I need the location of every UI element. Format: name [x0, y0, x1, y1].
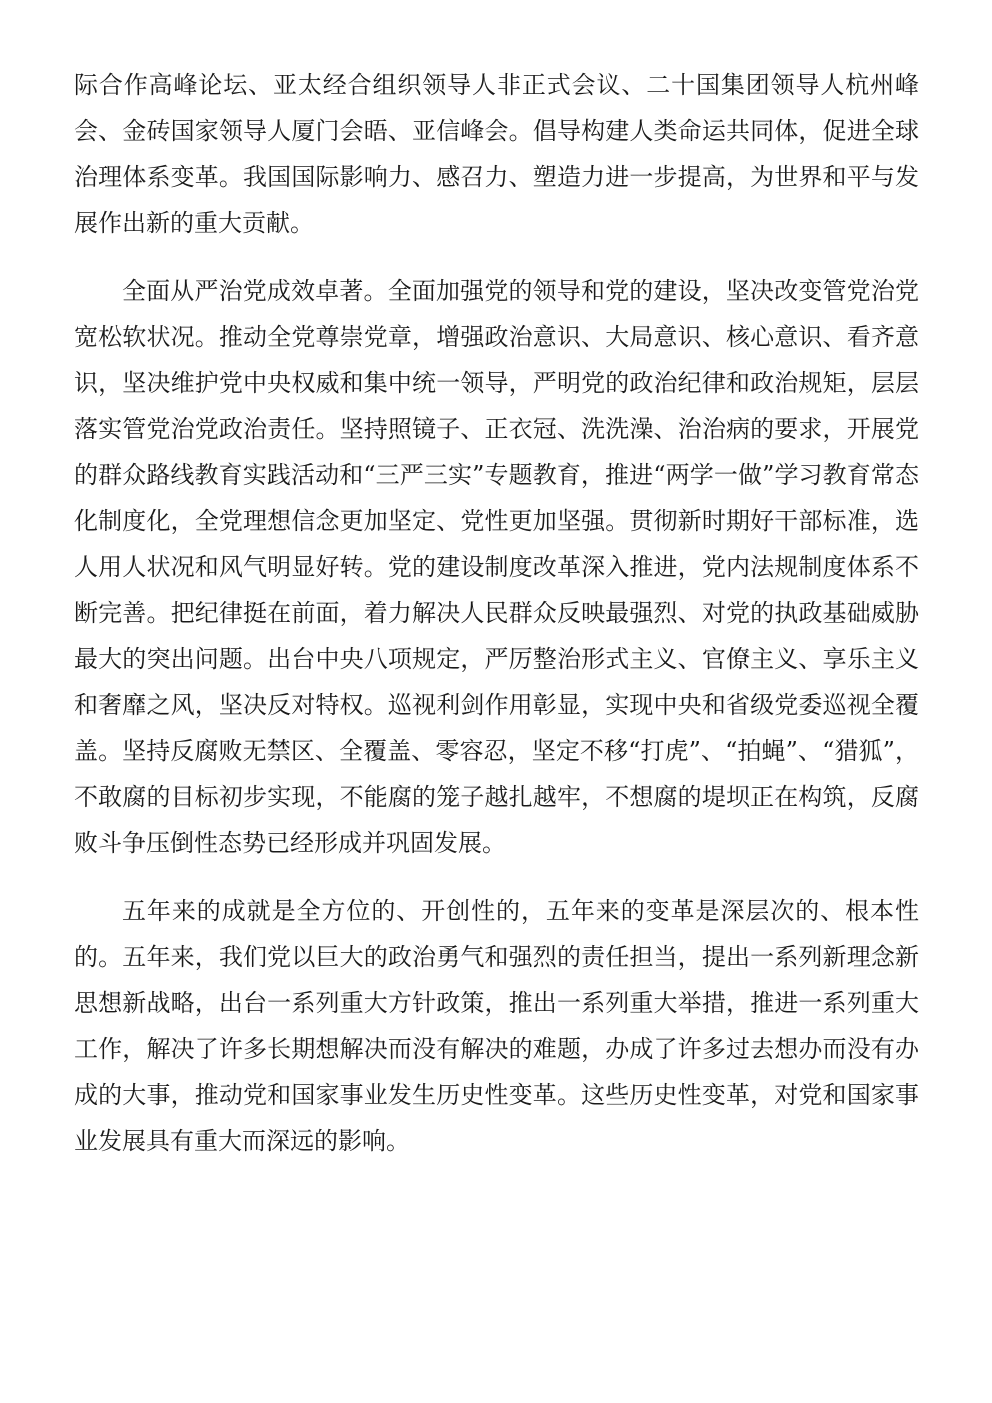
- paragraph-five-year-summary: 五年来的成就是全方位的、开创性的，五年来的变革是深层次的、根本性的。五年来，我们党以巨大的政治勇气和强烈的责任担当，提出一系列新理念新思想新战略，出台一系列重大方针政策，推出一系列重大举措，推进一系列重大工作，解决了许多长期想解决而没有解决的难题，办成了许多过去想办而没有办成的大事，推动党和国家事业发生历史性变革。这些历史性变革，对党和国家事业发展具有重大而深远的影响。: [74, 897, 919, 1155]
- paragraph-party-governance: 全面从严治党成效卓著。全面加强党的领导和党的建设，坚决改变管党治党宽松软状况。推动全党尊崇党章，增强政治意识、大局意识、核心意识、看齐意识，坚决维护党中央权威和集中统一领导，严明党的政治纪律和政治规矩，层层落实管党治党政治责任。坚持照镜子、正衣冠、洗洗澡、治治病的要求，开展党的群众路线教育实践活动和“三严三实”专题教育，推进“两学一做”学习教育常态化制度化，全党理想信念更加坚定、党性更加坚强。贯彻新时期好干部标准，选人用人状况和风气明显好转。党的建设制度改革深入推进，党内法规制度体系不断完善。把纪律挺在前面，着力解决人民群众反映最强烈、对党的执政基础威胁最大的突出问题。出台中央八项规定，严厉整治形式主义、官僚主义、享乐主义和奢靡之风，坚决反对特权。巡视利剑作用彰显，实现中央和省级党委巡视全覆盖。坚持反腐败无禁区、全覆盖、零容忍，坚定不移“打虎”、“拍蝇”、“猎狐”，不敢腐的目标初步实现，不能腐的笼子越扎越牢，不想腐的堤坝正在构筑，反腐败斗争压倒性态势已经形成并巩固发展。: [74, 277, 919, 857]
- paragraph-continuation: 际合作高峰论坛、亚太经合组织领导人非正式会议、二十国集团领导人杭州峰会、金砖国家领导人厦门会晤、亚信峰会。倡导构建人类命运共同体，促进全球治理体系变革。我国国际影响力、感召力、塑造力进一步提高，为世界和平与发展作出新的重大贡献。: [74, 71, 919, 237]
- document-body: [74, 62, 919, 1164]
